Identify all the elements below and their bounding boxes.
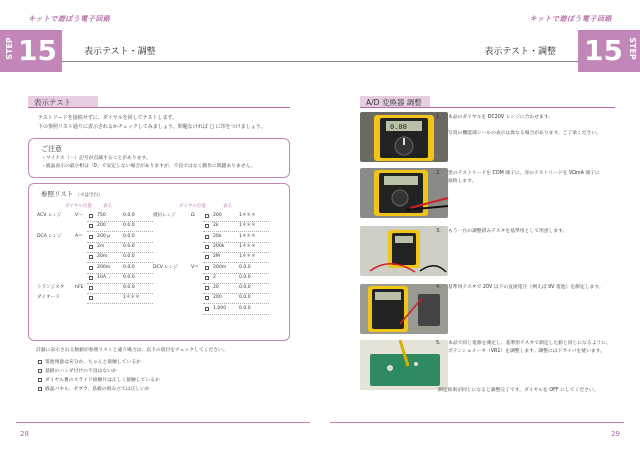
row-checkbox[interactable] bbox=[89, 296, 93, 300]
row-checkbox[interactable] bbox=[205, 276, 209, 280]
reference-row bbox=[153, 274, 271, 282]
row-display: 0.0.0 bbox=[123, 223, 135, 229]
row-display: 1＊＊＊ bbox=[239, 223, 256, 229]
row-checkbox[interactable] bbox=[205, 286, 209, 290]
step-instruction bbox=[448, 170, 618, 186]
title-bar bbox=[62, 36, 320, 62]
row-label: ACV レンジ bbox=[37, 213, 62, 218]
row-position: 200 bbox=[213, 213, 222, 218]
step-number-label: 4. bbox=[436, 284, 441, 290]
photo-test-leads bbox=[360, 168, 448, 218]
reference-row bbox=[37, 233, 155, 241]
reference-row bbox=[153, 253, 271, 261]
page-title-right: 表示テスト・調整 bbox=[484, 47, 556, 57]
step-label: STEP bbox=[4, 37, 14, 60]
caution-list: ・マイナス（－）記号が点滅することがあります。 ・液晶表示の最小桁は「0」で安定しない場合がありますが、不良ではなく動作に問題ありません。 bbox=[41, 156, 256, 169]
svg-text:0.00: 0.00 bbox=[390, 123, 407, 131]
step-line: 写真の機能部シールの表示は異なる場合があります。ご了承ください。 bbox=[448, 131, 602, 136]
banner-title: キットで遊ぼう電子回路 bbox=[28, 15, 111, 23]
step-number-label: 1. bbox=[436, 114, 441, 120]
step-line: ボテンショメータ（VR1）を調整します。調整にはドライバを使います。 bbox=[448, 349, 605, 354]
reference-row bbox=[37, 253, 155, 261]
row-position: 1,000 bbox=[213, 305, 227, 311]
row-position: 750 bbox=[97, 213, 106, 218]
row-checkbox[interactable] bbox=[89, 286, 93, 290]
row-position: 200m bbox=[213, 264, 227, 270]
row-symbol: A＝ bbox=[75, 233, 83, 239]
step-badge-right bbox=[578, 30, 640, 72]
reference-row bbox=[153, 212, 271, 220]
step-label-right: STEP bbox=[628, 37, 638, 60]
row-checkbox[interactable] bbox=[89, 245, 93, 249]
row-checkbox[interactable] bbox=[89, 255, 93, 259]
row-checkbox[interactable] bbox=[205, 235, 209, 239]
checklist-item: 液晶パネル、ゼブラ、基板の組み立ては正しいか bbox=[38, 385, 160, 394]
row-display: 0.0.0 bbox=[239, 295, 251, 301]
row-display: 0.0.0 bbox=[239, 305, 251, 311]
footer-rule bbox=[16, 422, 310, 423]
row-label: DCA レンジ bbox=[37, 233, 62, 239]
step-line: 本品で同じ電源を測定し、基準用テスタで測定した値と同じになるように、 bbox=[448, 341, 611, 346]
row-position: 200 μ bbox=[97, 233, 111, 239]
col-head-display: 表示 bbox=[103, 204, 112, 209]
checklist-checkbox[interactable] bbox=[38, 360, 42, 364]
row-position: 20k bbox=[213, 233, 222, 239]
row-checkbox[interactable] bbox=[89, 224, 93, 228]
photo-reference-tester bbox=[360, 226, 448, 276]
step-instruction bbox=[448, 284, 618, 292]
checklist-checkbox[interactable] bbox=[38, 378, 42, 382]
row-checkbox[interactable] bbox=[205, 307, 209, 311]
final-note: 測定結果が同じになると調整完了です。ダイヤルを OFF にしてください。 bbox=[438, 388, 599, 393]
row-position: 200m bbox=[97, 264, 111, 270]
row-checkbox[interactable] bbox=[89, 276, 93, 280]
row-display: 0.0.0 bbox=[123, 243, 135, 249]
right-page bbox=[320, 0, 640, 452]
row-position: 200 bbox=[97, 223, 106, 229]
step-number-label: 3. bbox=[436, 228, 441, 234]
row-label: トランジスタ bbox=[37, 285, 65, 291]
step-number: 15 bbox=[18, 34, 57, 67]
row-display: 0.0.0 bbox=[123, 213, 135, 218]
row-label: DCV レンジ bbox=[153, 264, 178, 270]
step-instruction bbox=[448, 340, 618, 356]
row-position: 200 bbox=[213, 295, 222, 301]
row-display: 0.0.0 bbox=[123, 274, 135, 280]
checklist-checkbox[interactable] bbox=[38, 369, 42, 373]
row-position: 20m bbox=[97, 254, 108, 260]
row-checkbox[interactable] bbox=[205, 214, 209, 218]
checklist-item: ダイヤル裏のスライド接触片は正しく接触しているか bbox=[38, 376, 160, 385]
row-display: 0.0.0 bbox=[239, 274, 251, 280]
row-symbol: Ω bbox=[191, 213, 195, 218]
reference-row bbox=[153, 284, 271, 292]
step-instruction bbox=[448, 114, 618, 138]
photo-multimeter-dial bbox=[360, 112, 448, 162]
row-display: 1＊＊＊ bbox=[239, 233, 256, 239]
row-checkbox[interactable] bbox=[205, 266, 209, 270]
caution-title: ご注意 bbox=[41, 145, 62, 153]
page-number-right: 29 bbox=[611, 430, 620, 438]
banner-title-right: キットで遊ぼう電子回路 bbox=[529, 15, 612, 23]
row-position: 2M bbox=[213, 254, 220, 260]
reference-row bbox=[37, 264, 155, 272]
row-display: 0.0.0 bbox=[239, 264, 251, 270]
row-display: 1＊＊＊ bbox=[239, 254, 256, 260]
footer-rule-right bbox=[330, 422, 624, 423]
row-position: 2 bbox=[213, 274, 216, 280]
intro-text: テストリードを接続せずに、ダイヤルを回してテストします。 下の参照リスト通りに表示されるかチェックしてみましょう。問題なければ □ に印をつけましょう。 bbox=[38, 115, 266, 130]
step-line: 黒のテストリードを COM 端子に、赤のテストリードを VΩmA 端子に bbox=[448, 171, 600, 176]
step-line: 基準用テスタで 20V 以下の直流電圧（例えば 9V 電池）を測定します。 bbox=[448, 285, 604, 290]
reference-row bbox=[37, 294, 155, 302]
row-symbol: V～ bbox=[75, 213, 83, 218]
page-number-left: 28 bbox=[20, 430, 29, 438]
row-divider bbox=[87, 303, 153, 304]
photo-board-adjust bbox=[360, 340, 448, 390]
row-display: 0.0.0 bbox=[123, 264, 135, 270]
row-display: 1＊＊＊ bbox=[239, 213, 256, 218]
step-badge bbox=[0, 30, 62, 72]
row-display: 0.0.0 bbox=[123, 233, 135, 239]
row-checkbox[interactable] bbox=[89, 214, 93, 218]
caution-box bbox=[28, 138, 290, 178]
photo-battery-measure bbox=[360, 284, 448, 334]
step-number-label: 2. bbox=[436, 170, 441, 176]
reference-title: 参照リスト （＊は空白） bbox=[41, 190, 103, 198]
reference-row bbox=[153, 294, 271, 302]
reference-row bbox=[37, 212, 155, 220]
row-position: 200k bbox=[213, 243, 225, 249]
reference-row bbox=[153, 305, 271, 313]
row-divider bbox=[203, 314, 269, 315]
step-number-label: 5. bbox=[436, 340, 441, 346]
row-checkbox[interactable] bbox=[89, 235, 93, 239]
reference-row bbox=[153, 264, 271, 272]
col-head-display-2: 表示 bbox=[223, 204, 232, 209]
checklist-checkbox[interactable] bbox=[38, 387, 42, 391]
step-line: もう一台の調整済みテスタを基準用として用意します。 bbox=[448, 229, 568, 234]
row-symbol: V＝ bbox=[191, 264, 199, 270]
row-checkbox[interactable] bbox=[205, 245, 209, 249]
row-position: 20 bbox=[213, 285, 219, 291]
row-checkbox[interactable] bbox=[205, 224, 209, 228]
reference-row bbox=[153, 222, 271, 230]
checklist-item: 基板のハンダ付けの不良はないか bbox=[38, 367, 160, 376]
section-heading-display-test: 表示テスト bbox=[28, 96, 290, 108]
section-heading-ad-adjust: A/D 変換器 調整 bbox=[360, 96, 615, 108]
row-label: ダイオード bbox=[37, 295, 60, 301]
row-label: 抵抗レンジ bbox=[153, 213, 176, 218]
reference-row bbox=[37, 243, 155, 251]
reference-row bbox=[153, 233, 271, 241]
reference-row bbox=[37, 284, 155, 292]
row-display: 1＊＊＊ bbox=[123, 295, 140, 301]
check-intro: 計器に表示される数値が参照リストと違う場合は、以下の項目をチェックしてください。 bbox=[36, 348, 228, 353]
row-symbol: hFE bbox=[75, 285, 84, 291]
row-position: 10A bbox=[97, 274, 106, 280]
row-checkbox[interactable] bbox=[89, 266, 93, 270]
row-position: 2k bbox=[213, 223, 219, 229]
row-display: 1＊＊＊ bbox=[239, 243, 256, 249]
checklist bbox=[38, 358, 160, 394]
step-line: 本品のダイヤルを DC20V レンジに合わせます。 bbox=[448, 115, 554, 120]
reference-row bbox=[153, 243, 271, 251]
step-instruction bbox=[448, 228, 618, 236]
reference-list-box bbox=[28, 183, 290, 341]
col-head-dial-2: ダイヤル位置 bbox=[179, 204, 206, 209]
step-line: 接続します。 bbox=[448, 179, 477, 184]
row-display: 0.0.0 bbox=[239, 285, 251, 291]
row-position: 2m bbox=[97, 243, 105, 249]
title-bar-right bbox=[320, 36, 578, 62]
reference-row bbox=[37, 274, 155, 282]
row-display: 0.0.0 bbox=[123, 254, 135, 260]
reference-row bbox=[37, 222, 155, 230]
row-checkbox[interactable] bbox=[205, 255, 209, 259]
checklist-item: 電池残量は充分か、ちゃんと接触しているか bbox=[38, 358, 160, 367]
row-display: 0.0.0 bbox=[123, 285, 135, 291]
step-line bbox=[448, 122, 618, 130]
page-title: 表示テスト・調整 bbox=[84, 47, 156, 57]
row-checkbox[interactable] bbox=[205, 296, 209, 300]
col-head-dial: ダイヤル位置 bbox=[65, 204, 92, 209]
step-number-right: 15 bbox=[584, 34, 623, 67]
